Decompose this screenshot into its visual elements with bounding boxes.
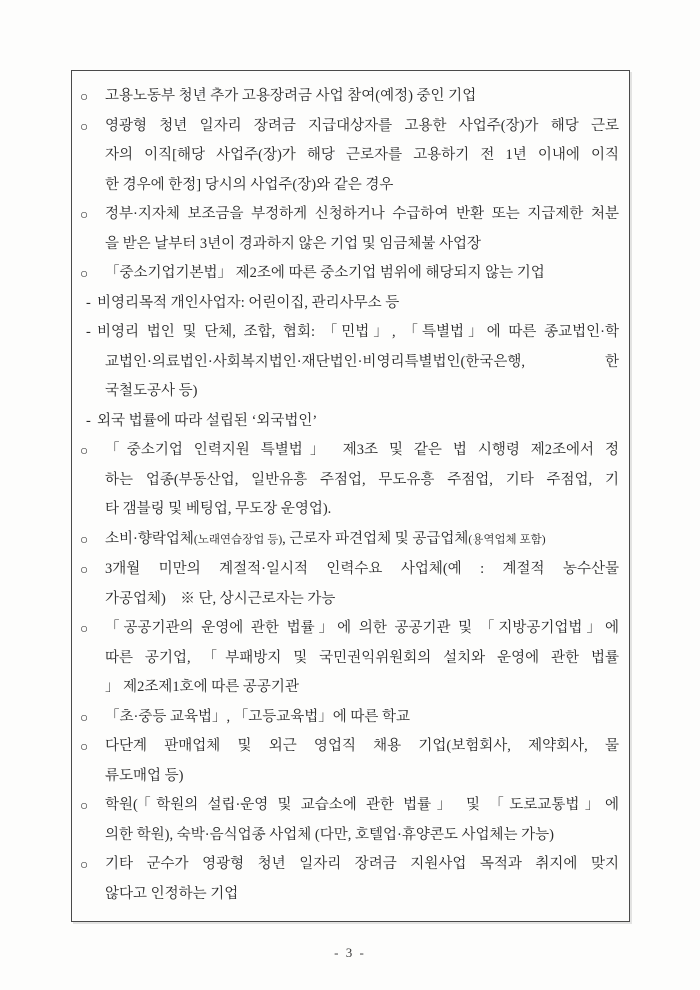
page-number: - 3 - (334, 945, 366, 960)
text-line (72, 585, 619, 615)
text-segment: 정부·지자체 보조금을 부정하게 신청하거나 수급하여 반환 또는 지급제한 처분 (105, 206, 619, 222)
excluded-companies-list-box (71, 70, 630, 922)
text-segment: 「중소기업 인력지원 특별법」 제3조 및 같은 법 시행령 제2조에서 정 (105, 442, 619, 458)
text-line (72, 407, 619, 437)
text-segment: 한 경우에 한정] 당시의 사업주(장)와 같은 경우 (105, 176, 394, 193)
text-line (72, 673, 619, 703)
text-segment: 다단계 판매업체 및 외근 영업직 채용 기업(보험회사, 제약회사, 물 (105, 738, 619, 754)
text-line (72, 821, 619, 851)
text-line (72, 703, 619, 733)
text-segment: 「초·중등 교육법」, 「고등교육법」에 따른 학교 (105, 708, 411, 725)
list-item (72, 703, 619, 733)
list-item (72, 850, 619, 909)
list-item (72, 407, 619, 437)
dash-bullet: - (86, 324, 91, 340)
text-segment: 국철도공사 등) (105, 383, 198, 399)
circle-bullet: ○ (80, 562, 89, 577)
text-segment: (노래연습장업 등) (193, 533, 283, 546)
text-line (72, 732, 619, 762)
list-item (72, 259, 619, 289)
circle-bullet: ○ (80, 621, 89, 636)
text-line (72, 436, 619, 466)
list-item (72, 200, 619, 259)
text-segment: (다만, 호텔업·휴양콘도 사업체는 가능) (314, 826, 554, 843)
circle-bullet: ○ (80, 118, 89, 134)
text-segment: 영광형 청년 일자리 장려금 지급대상자를 고용한 사업주(장)가 해당 근로 (105, 117, 619, 134)
text-segment: 타 갬블링 및 베팅업, 무도장 운영업). (105, 501, 332, 517)
text-line (72, 495, 619, 525)
text-line (72, 555, 619, 585)
text-line (72, 171, 619, 201)
text-segment: 「공공기관의 운영에 관한 법률」에 의한 공공기관 및 「지방공기업법」에 (105, 620, 619, 636)
text-line (72, 850, 619, 880)
dash-bullet: - (86, 294, 91, 311)
text-segment: 」 제2조제1호에 따른 공공기관 (105, 679, 299, 695)
list-item (72, 289, 619, 319)
text-line (72, 614, 619, 644)
text-line (72, 289, 619, 319)
text-line (72, 259, 619, 289)
circle-bullet: ○ (80, 857, 89, 872)
text-segment: 의한 학원), 숙박·음식업종 사업체 (105, 826, 315, 843)
text-line (72, 200, 619, 230)
text-line (72, 762, 619, 792)
text-line (72, 318, 619, 348)
text-line (72, 466, 619, 496)
circle-bullet: ○ (80, 207, 89, 222)
text-segment: (용역업체 포함) (468, 533, 546, 546)
text-line (72, 377, 619, 407)
text-segment: 가공업체) ※ 단, 상시근로자는 가능 (105, 590, 336, 607)
text-segment: 따른 공기업, 「부패방지 및 국민권익위원회의 설치와 운영에 관한 법률 (105, 649, 619, 666)
list-item (72, 732, 619, 791)
list-item (72, 318, 619, 407)
text-line (72, 644, 619, 674)
list-item (72, 525, 619, 556)
list-item (72, 82, 619, 112)
text-segment: 「중소기업기본법」 제2조에 따른 중소기업 범위에 해당되지 않는 기업 (105, 265, 545, 281)
list-item (72, 112, 619, 201)
text-segment: 교법인·의료법인·사회복지법인·재단법인·비영리특별법인(한국은행, 한 (105, 353, 619, 370)
text-line (72, 230, 619, 260)
text-line (72, 82, 619, 112)
circle-bullet: ○ (80, 709, 89, 725)
circle-bullet: ○ (80, 798, 89, 813)
list-item (72, 555, 619, 614)
text-segment: 자의 이직[해당 사업주(장)가 해당 근로자를 고용하기 전 1년 이내에 이직 (105, 147, 619, 163)
circle-bullet: ○ (80, 266, 89, 281)
text-line (72, 141, 619, 171)
list-item (72, 614, 619, 703)
circle-bullet: ○ (80, 89, 89, 104)
text-line (72, 525, 619, 556)
list-item (72, 791, 619, 850)
circle-bullet: ○ (80, 531, 89, 547)
text-segment: 고용노동부 청년 추가 고용장려금 사업 참여(예정) 중인 기업 (105, 88, 477, 104)
text-segment: 학원(「학원의 설립·운영 및 교습소에 관한 법률」 및 「도로교통법」에 (105, 797, 619, 813)
text-line (72, 112, 619, 142)
text-segment: 비영리목적 개인사업자: 어린이집, 관리사무소 등 (97, 294, 400, 311)
text-segment: 3개월 미만의 계절적·일시적 인력수요 사업체(예 : 계절적 농수산물 (105, 561, 619, 577)
text-segment: 외국 법률에 따라 설립된 ‘외국법인’ (97, 412, 318, 429)
text-segment: 않다고 인정하는 기업 (105, 885, 239, 902)
text-segment: 류도매업 등) (105, 767, 184, 784)
text-segment: 기타 군수가 영광형 청년 일자리 장려금 지원사업 목적과 취지에 맞지 (105, 856, 619, 872)
text-segment: 소비·향락업체 (105, 530, 194, 547)
text-line (72, 348, 619, 378)
text-line (72, 791, 619, 821)
circle-bullet: ○ (80, 443, 89, 458)
text-segment: 비영리 법인 및 단체, 조합, 협회: 「민법」, 「특별법」에 따른 종교법인·학 (97, 324, 619, 340)
text-segment: 을 받은 날부터 3년이 경과하지 않은 기업 및 임금체불 사업장 (105, 235, 482, 252)
text-line (72, 880, 619, 910)
list-item (72, 436, 619, 525)
text-segment: 하는 업종(부동산업, 일반유흥 주점업, 무도유흥 주점업, 기타 주점업, 기 (105, 471, 619, 488)
text-segment: , 근로자 파견업체 및 공급업체 (282, 530, 469, 547)
circle-bullet: ○ (80, 739, 89, 754)
dash-bullet: - (86, 412, 91, 429)
